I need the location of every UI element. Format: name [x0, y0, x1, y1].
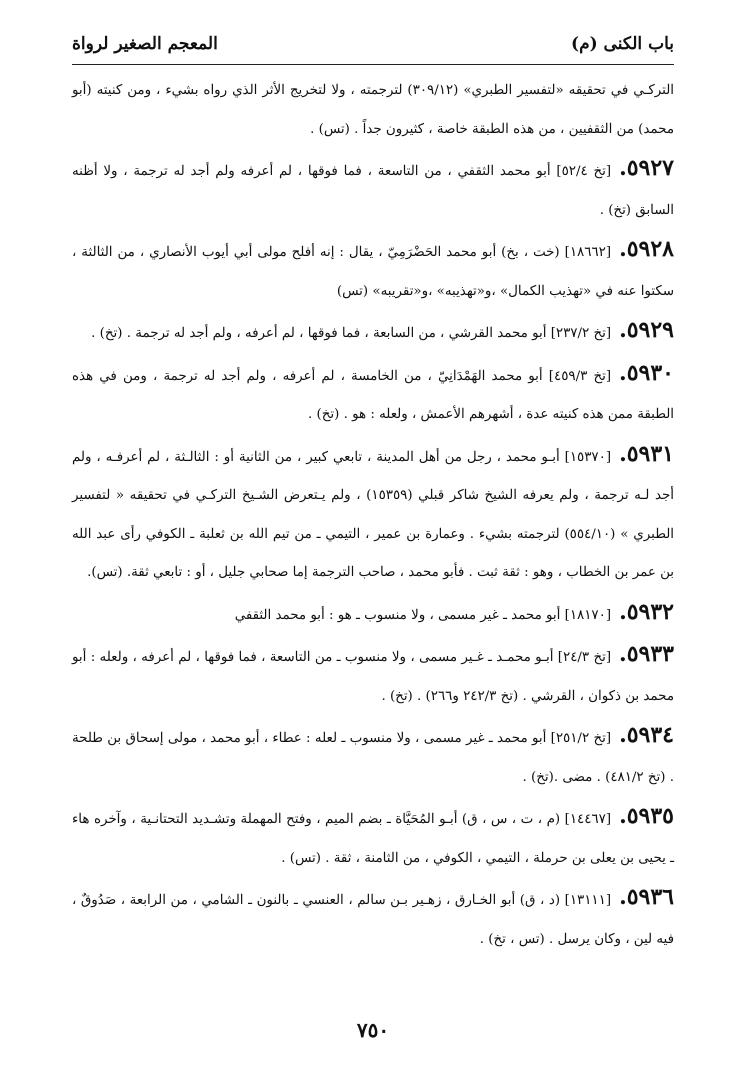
- entry-text: [تخ ٤٥٩/٣] أبو محمد الهَمْدَانِيّ ، من الخامسة ، لم أعرفه ، ولم أجد له ترجمة ، ومن في هذه الطبقة ممن هذه كنيته عدة ، أشهرهم الأعمش ، ولعله : هو . (تخ) .: [72, 368, 674, 422]
- entry-5927: [72, 149, 674, 230]
- chapter-title: باب الكنى (م): [571, 34, 674, 54]
- entry-text: [١٤٤٦٧] (م ، ت ، س ، ق) أبـو المُحَيَّاة ـ بضم الميم ، وفتح المهملة وتشـديد التحتانـية ، وآخره هاء ـ يحيى بن يعلى بن حرملة ، التيمي ، الكوفي ، من الثامنة ، ثقة . (تس) .: [72, 812, 674, 866]
- entry-5936: [72, 878, 674, 959]
- entry-number: ٥٩٣٣.: [619, 641, 674, 667]
- entry-5935: [72, 797, 674, 878]
- entry-text: [١٥٣٧٠] أبـو محمد ، رجل من أهل المدينة ، تابعي كبير ، من الثانية أو : الثالـثة ، لم أعرفـه ، ولم أجد لـه ترجمة ، ولم يعرفه الشيخ شاكر قبلي (١٥٣٥٩) ، ولم يـتعرض الشـيخ التركـي في تحقيقه « لتفسير الطبري » (٥٥٤/١٠) لترجمته بشيء . وعمارة بن عمير ، التيمي ـ من تيم الله بن ثعلبة ـ الكوفي رأى عبد الله بن عمر بن الخطاب ، وهو : ثقة ثبت . فأبو محمد ، صاحب الترجمة إما صحابي جليل ، أو : تابعي ثقة. (تس).: [72, 449, 675, 580]
- entry-text: [تخ ٥٢/٤] أبو محمد الثقفي ، من التاسعة ، فما فوقها ، لم أعرفه ولم أجد له ترجمة ، ولا أظنه السابق (تخ) .: [72, 164, 674, 218]
- entry-5934: [72, 716, 674, 797]
- entry-5932: [72, 593, 674, 636]
- entry-number: ٥٩٣٥.: [619, 803, 674, 829]
- entry-5931: [72, 435, 674, 593]
- entry-number: ٥٩٣٦.: [619, 884, 674, 910]
- entry-text: [١٨١٧٠] أبو محمد ـ غير مسمى ، ولا منسوب ـ هو : أبو محمد الثقفي: [234, 607, 612, 623]
- entry-text: [تخ ٢٥١/٢] أبو محمد ـ غير مسمى ، ولا منسوب ـ لعله : عطاء ، أبو محمد ، مولى إسحاق بن طلحة . (تخ ٤٨١/٢) . مضى .(تخ) .: [72, 731, 674, 785]
- entry-number: ٥٩٣٢.: [619, 598, 674, 625]
- entry-text: [تخ ٢٣٧/٢] أبو محمد القرشي ، من السابعة ، فما فوقها ، لم أعرفه ، ولم أجد له ترجمة . (تخ) .: [91, 326, 612, 341]
- page-body: [72, 72, 674, 959]
- entry-5928: [72, 230, 674, 311]
- entry-number: ٥٩٣٤.: [619, 722, 674, 748]
- book-title: المعجم الصغير لرواة: [72, 34, 218, 54]
- entry-number: ٥٩٣١.: [619, 440, 674, 467]
- entry-text: [تخ ٢٤/٣] أبـو محمـد ـ غـير مسمى ، ولا منسوب ـ من التاسعة ، فما فوقها ، لم أعرفه ، ولعله : أبو محمد بن ذكوان ، القرشي . (تخ ٢٤٢/٣ و٢٦٦) . (تخ) .: [72, 650, 674, 704]
- entry-5929: [72, 311, 674, 354]
- running-header: [72, 24, 674, 65]
- entry-5933: [72, 635, 674, 716]
- page-number: ٧٥٠: [356, 1018, 390, 1042]
- entry-number: ٥٩٢٧.: [619, 155, 674, 181]
- entry-text: [١٣١١١] (د ، ق) أبو الخـارق ، زهـير بـن سالم ، العنسي ـ بالنون ـ الشامي ، من الرابعة ، صَدُوقٌ ، فيه لين ، وكان يرسل . (تس ، تخ) .: [72, 893, 674, 947]
- entry-number: ٥٩٢٩.: [619, 317, 674, 343]
- entry-text: [١٨٦٦٢] (خت ، بخ) أبو محمد الحَضْرَمِيّ ، يقال : إنه أفلح مولى أبي أيوب الأنصاري ، من الثالثة ، سكتوا عنه في «تهذيب الكمال» ،و«تهذيبه» ،و«تقريبه» (تس): [72, 245, 674, 299]
- entry-number: ٥٩٢٨.: [619, 236, 674, 262]
- entry-5930: [72, 354, 674, 435]
- continuation-paragraph: التركـي في تحقيقه «لتفسير الطبري» (٣٠٩/١٢) لترجمته ، ولا لتخريج الأثر الذي رواه بشيء ، ومن كنيته (أبو محمد) من الثقفيين ، من هذه الطبقة خاصة ، كثيرون جداً . (تس) .: [72, 83, 674, 137]
- entry-number: ٥٩٣٠.: [619, 359, 674, 386]
